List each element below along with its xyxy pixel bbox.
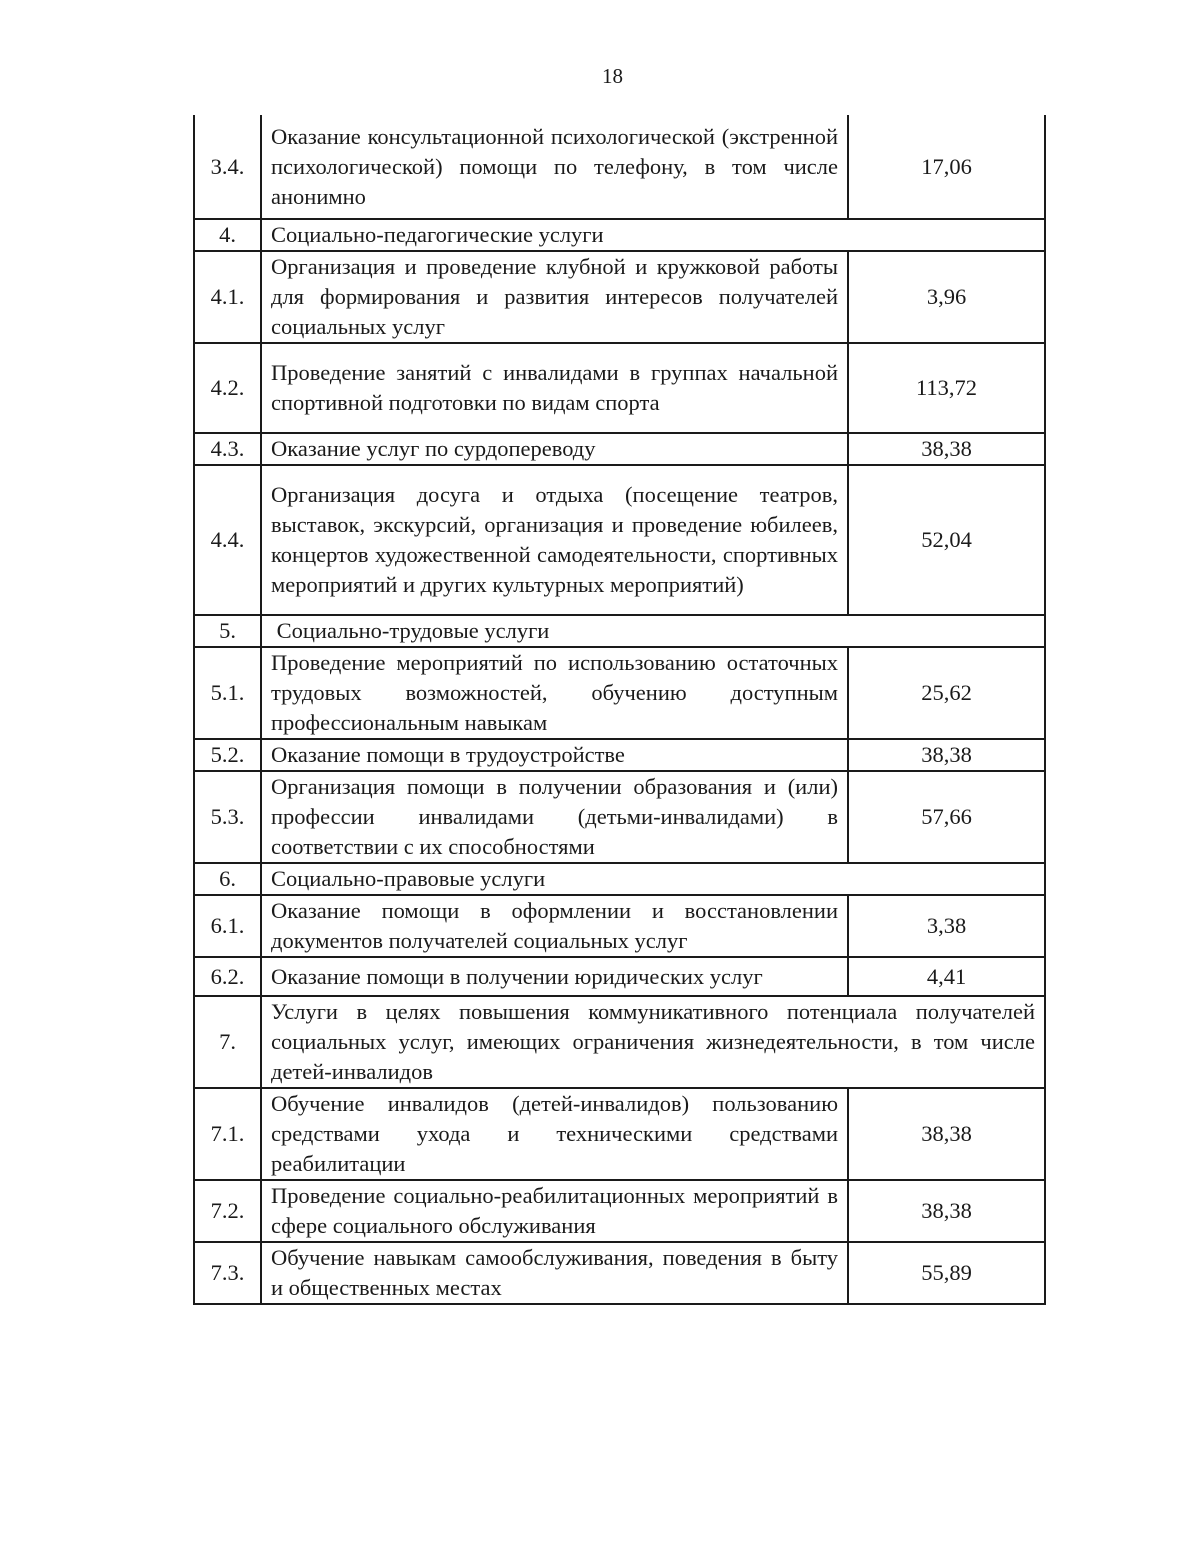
service-description: Оказание помощи в получении юридических услуг: [261, 957, 848, 996]
service-description: Обучение инвалидов (детей-инвалидов) пользованию средствами ухода и техническими средствами реабилитации: [261, 1088, 848, 1180]
row-number: 7.1.: [194, 1088, 261, 1180]
service-description: Организация помощи в получении образования и (или) профессии инвалидами (детьми-инвалидами) в соответствии с их способностями: [261, 771, 848, 863]
service-price: 3,96: [848, 251, 1045, 343]
section-number: 6.: [194, 863, 261, 895]
service-price: 38,38: [848, 739, 1045, 771]
service-description: Проведение занятий с инвалидами в группах начальной спортивной подготовки по видам спорта: [261, 343, 848, 433]
service-price: 25,62: [848, 647, 1045, 739]
service-description: Оказание услуг по сурдопереводу: [261, 433, 848, 465]
service-price: 38,38: [848, 1088, 1045, 1180]
page-number: 18: [602, 64, 623, 88]
row-number: 5.1.: [194, 647, 261, 739]
row-number: 4.4.: [194, 465, 261, 615]
table-row: [194, 433, 1045, 465]
table-row: [194, 1242, 1045, 1304]
service-price: 4,41: [848, 957, 1045, 996]
row-number: 5.3.: [194, 771, 261, 863]
section-title: Социально-педагогические услуги: [261, 219, 1045, 251]
service-description: Проведение мероприятий по использованию остаточных трудовых возможностей, обучению доступным профессиональным навыкам: [261, 647, 848, 739]
table-row: [194, 771, 1045, 863]
service-description: Организация и проведение клубной и кружковой работы для формирования и развития интересов получателей социальных услуг: [261, 251, 848, 343]
section-number: 7.: [194, 996, 261, 1088]
services-price-table: [193, 115, 1046, 1305]
section-title: Социально-трудовые услуги: [261, 615, 1045, 647]
table-row: [194, 739, 1045, 771]
table-row: [194, 115, 1045, 219]
table-row: [194, 1180, 1045, 1242]
service-description: Организация досуга и отдыха (посещение театров, выставок, экскурсий, организация и проведение юбилеев, концертов художественной самодеятельности, спортивных мероприятий и других культурных мероприятий): [261, 465, 848, 615]
service-price: 38,38: [848, 1180, 1045, 1242]
service-price: 55,89: [848, 1242, 1045, 1304]
table-row: [194, 647, 1045, 739]
service-price: 3,38: [848, 895, 1045, 957]
section-title: Услуги в целях повышения коммуникативного потенциала получателей социальных услуг, имеющих ограничения жизнедеятельности, в том числе детей-инвалидов: [261, 996, 1045, 1088]
section-row: [194, 996, 1045, 1088]
service-description: Проведение социально-реабилитационных мероприятий в сфере социального обслуживания: [261, 1180, 848, 1242]
section-title: Социально-правовые услуги: [261, 863, 1045, 895]
table-row: [194, 251, 1045, 343]
row-number: 6.2.: [194, 957, 261, 996]
row-number: 4.3.: [194, 433, 261, 465]
service-description: Обучение навыкам самообслуживания, поведения в быту и общественных местах: [261, 1242, 848, 1304]
section-number: 5.: [194, 615, 261, 647]
row-number: 3.4.: [194, 115, 261, 219]
section-number: 4.: [194, 219, 261, 251]
service-price: 17,06: [848, 115, 1045, 219]
service-price: 113,72: [848, 343, 1045, 433]
service-description: Оказание консультационной психологической (экстренной психологической) помощи по телефону, в том числе анонимно: [261, 115, 848, 219]
section-row: [194, 863, 1045, 895]
table-row: [194, 1088, 1045, 1180]
service-description: Оказание помощи в оформлении и восстановлении документов получателей социальных услуг: [261, 895, 848, 957]
row-number: 6.1.: [194, 895, 261, 957]
row-number: 4.1.: [194, 251, 261, 343]
service-price: 57,66: [848, 771, 1045, 863]
section-row: [194, 615, 1045, 647]
table-row: [194, 343, 1045, 433]
service-description: Оказание помощи в трудоустройстве: [261, 739, 848, 771]
table-row: [194, 957, 1045, 996]
table-row: [194, 895, 1045, 957]
row-number: 7.3.: [194, 1242, 261, 1304]
service-price: 38,38: [848, 433, 1045, 465]
section-row: [194, 219, 1045, 251]
table-row: [194, 465, 1045, 615]
row-number: 5.2.: [194, 739, 261, 771]
row-number: 4.2.: [194, 343, 261, 433]
row-number: 7.2.: [194, 1180, 261, 1242]
service-price: 52,04: [848, 465, 1045, 615]
